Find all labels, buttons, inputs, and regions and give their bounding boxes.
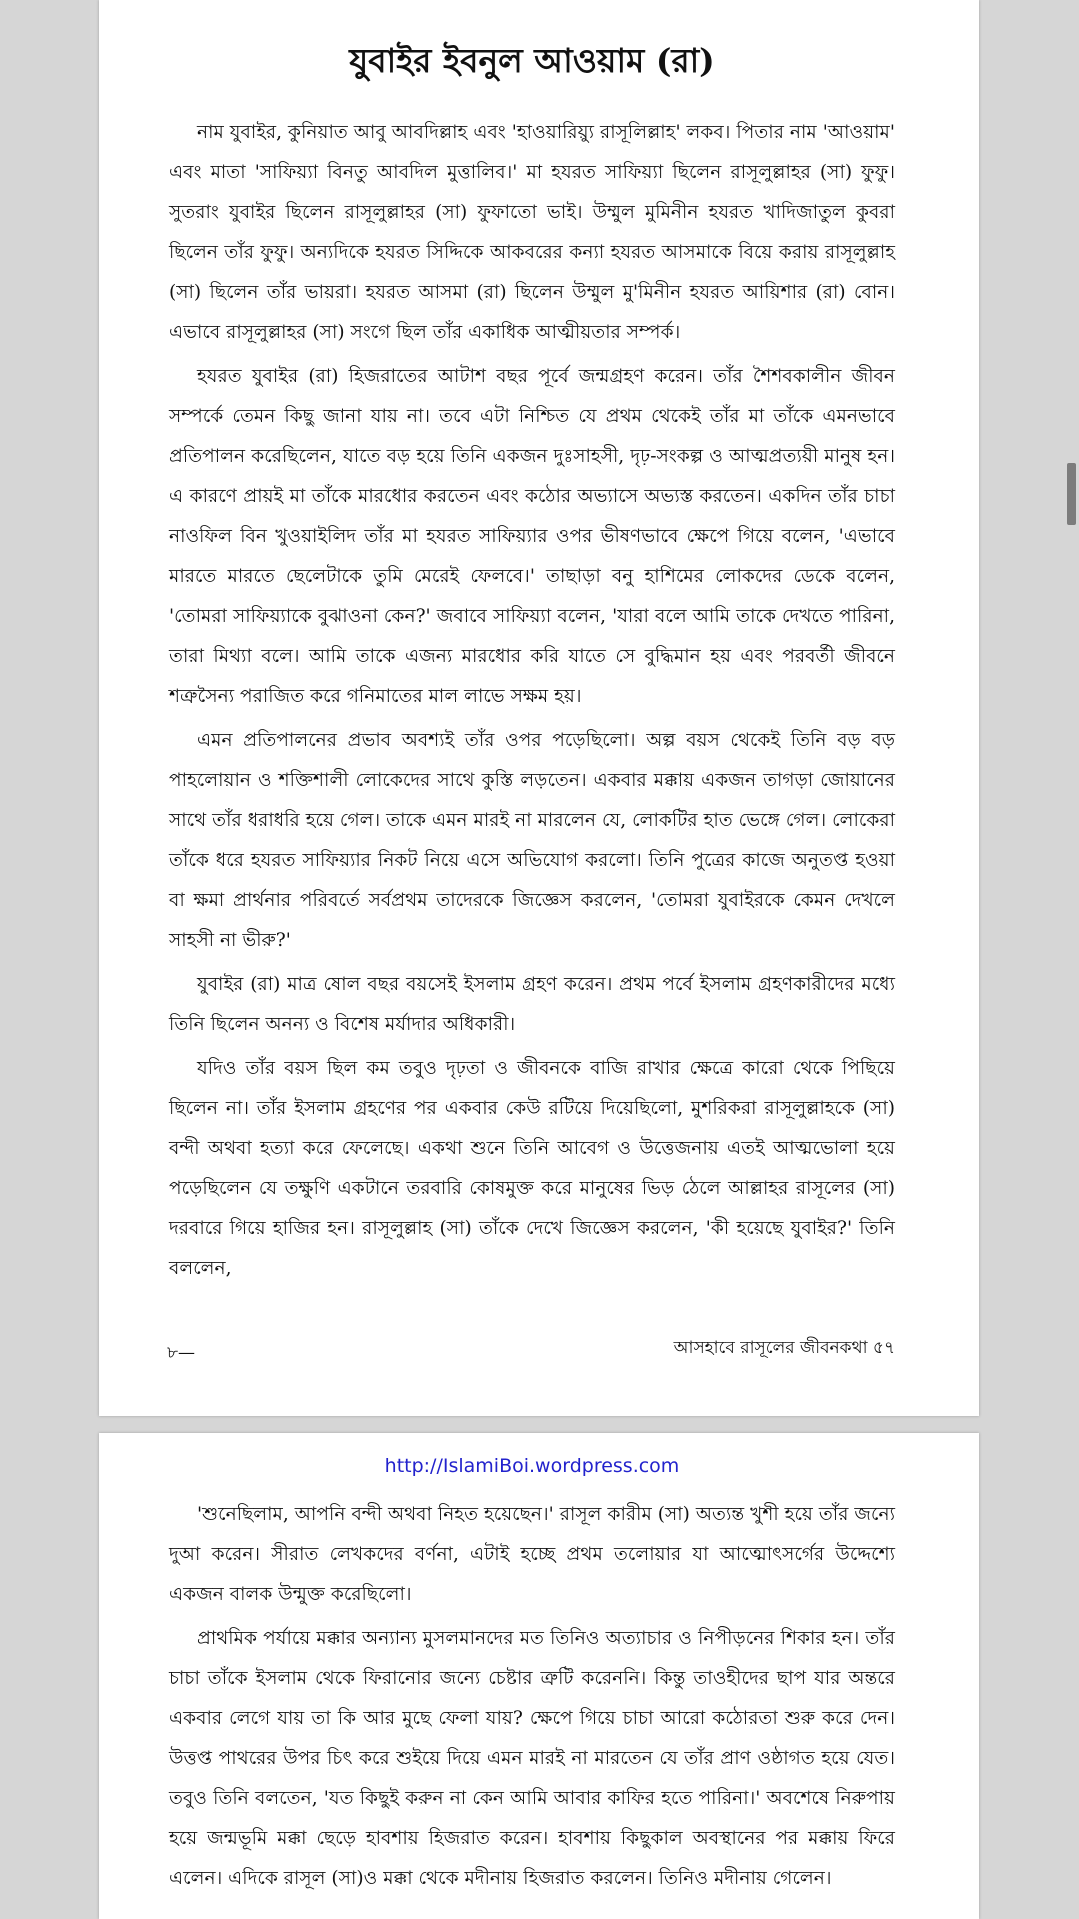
paragraph: এমন প্রতিপালনের প্রভাব অবশ্যই তাঁর ওপর পড়েছিলো। অল্প বয়স থেকেই তিনি বড় বড় পাহলোয়ান ও শক্তিশালী লোকেদের সাথে কুস্তি লড়তেন। একবার মক্কায় একজন তাগড়া জোয়ানের সাথে তাঁর ধরাধরি হয়ে গেল। তাকে এমন মারই না মারলেন যে, লোকটির হাত ভেঙ্গে গেল। লোকেরা তাঁকে ধরে হযরত সাফিয়্যার নিকট নিয়ে এসে অভিযোগ করলো। তিনি পুত্রের কাজে অনুতপ্ত হওয়া বা ক্ষমা প্রার্থনার পরিবর্তে সর্বপ্রথম তাদেরকে জিজ্ঞেস করলেন, 'তোমরা যুবাইরকে কেমন দেখলে সাহসী না ভীরু?'	[169, 729, 895, 951]
paragraph: নাম যুবাইর, কুনিয়াত আবু আবদিল্লাহ এবং 'হাওয়ারিয়্যু রাসূলিল্লাহ' লকব। পিতার নাম 'আওয়াম' এবং মাতা 'সাফিয়্যা বিনতু আবদিল মুত্তালিব।' মা হযরত সাফিয়্যা ছিলেন রাসূলুল্লাহর (সা) ফুফু। সুতরাং যুবাইর ছিলেন রাসূলুল্লাহর (সা) ফুফাতো ভাই। উম্মুল মুমিনীন হযরত খাদিজাতুল কুবরা ছিলেন তাঁর ফুফু। অন্যদিকে হযরত সিদ্দিকে আকবরের কন্যা হযরত আসমাকে বিয়ে করায় রাসূলুল্লাহ (সা) ছিলেন তাঁর ভায়রা। হযরত আসমা (রা) ছিলেন উম্মুল মু'মিনীন হযরত আয়িশার (রা) বোন। এভাবে রাসূলুল্লাহর (সা) সংগে ছিল তাঁর একাধিক আত্মীয়তার সম্পর্ক।	[169, 121, 895, 343]
document-page-1	[99, 0, 979, 1416]
paragraph: 'শুনেছিলাম, আপনি বন্দী অথবা নিহত হয়েছেন।' রাসূল কারীম (সা) অত্যন্ত খুশী হয়ে তাঁর জন্যে দুআ করেন। সীরাত লেখকদের বর্ণনা, এটাই হচ্ছে প্রথম তলোয়ার যা আত্মোৎসর্গের উদ্দেশ্যে একজন বালক উন্মুক্ত করেছিলো।	[169, 1504, 895, 1605]
document-page-2	[99, 1433, 979, 1919]
paragraph: যদিও তাঁর বয়স ছিল কম তবুও দৃঢ়তা ও জীবনকে বাজি রাখার ক্ষেত্রে কারো থেকে পিছিয়ে ছিলেন না। তাঁর ইসলাম গ্রহণের পর একবার কেউ রটিয়ে দিয়েছিলো, মুশরিকরা রাসূলুল্লাহকে (সা) বন্দী অথবা হত্যা করে ফেলেছে। একথা শুনে তিনি আবেগ ও উত্তেজনায় এতই আত্মভোলা হয়ে পড়েছিলেন যে তক্ষুণি একটানে তরবারি কোষমুক্ত করে মানুষের ভিড় ঠেলে আল্লাহর রাসূলের (সা) দরবারে গিয়ে হাজির হন। রাসূলুল্লাহ (সা) তাঁকে দেখে জিজ্ঞেস করলেন, 'কী হয়েছে যুবাইর?' তিনি বললেন,	[169, 1057, 895, 1279]
chapter-title: যুবাইর ইবনুল আওয়াম (রা)	[349, 41, 715, 80]
page-footer: আসহাবে রাসূলের জীবনকথা ৫৭	[673, 1337, 895, 1358]
paragraph: যুবাইর (রা) মাত্র ষোল বছর বয়সেই ইসলাম গ্রহণ করেন। প্রথম পর্বে ইসলাম গ্রহণকারীদের মধ্যে তিনি ছিলেন অনন্য ও বিশেষ মর্যাদার অধিকারী।	[169, 973, 895, 1035]
paragraph: হযরত যুবাইর (রা) হিজরাতের আটাশ বছর পূর্বে জন্মগ্রহণ করেন। তাঁর শৈশবকালীন জীবন সম্পর্কে তেমন কিছু জানা যায় না। তবে এটা নিশ্চিত যে প্রথম থেকেই তাঁর মা তাঁকে এমনভাবে প্রতিপালন করেছিলেন, যাতে বড় হয়ে তিনি একজন দুঃসাহসী, দৃঢ়-সংকল্প ও আত্মপ্রত্যয়ী মানুষ হন। এ কারণে প্রায়ই মা তাঁকে মারধোর করতেন এবং কঠোর অভ্যাসে অভ্যস্ত করতেন। একদিন তাঁর চাচা নাওফিল বিন খুওয়াইলিদ তাঁর মা হযরত সাফিয়্যার ওপর ভীষণভাবে ক্ষেপে গিয়ে বলেন, 'এভাবে মারতে মারতে ছেলেটাকে তুমি মেরেই ফেলবে।' তাছাড়া বনু হাশিমের লোকদের ডেকে বলেন, 'তোমরা সাফিয়্যাকে বুঝাওনা কেন?' জবাবে সাফিয়্যা বলেন, 'যারা বলে আমি তাকে দেখতে পারিনা, তারা মিথ্যা বলে। আমি তাকে এজন্য মারধোর করি যাতে সে বুদ্ধিমান হয় এবং পরবর্তী জীবনে শত্রুসৈন্য পরাজিত করে গনিমাতের মাল লাভে সক্ষম হয়।	[169, 365, 895, 707]
scrollbar-thumb[interactable]	[1067, 463, 1076, 525]
paragraph: প্রাথমিক পর্যায়ে মক্কার অন্যান্য মুসলমানদের মত তিনিও অত্যাচার ও নিপীড়নের শিকার হন। তাঁর চাচা তাঁকে ইসলাম থেকে ফিরানোর জন্যে চেষ্টার ত্রুটি করেননি। কিন্তু তাওহীদের ছাপ যার অন্তরে একবার লেগে যায় তা কি আর মুছে ফেলা যায়? ক্ষেপে গিয়ে চাচা আরো কঠোরতা শুরু করে দেন। উত্তপ্ত পাথরের উপর চিৎ করে শুইয়ে দিয়ে এমন মারই না মারতেন যে তাঁর প্রাণ ওষ্ঠাগত হয়ে যেত। তবুও তিনি বলতেন, 'যত কিছুই করুন না কেন আমি আবার কাফির হতে পারিনা।' অবশেষে নিরুপায় হয়ে জন্মভূমি মক্কা ছেড়ে হাবশায় হিজরাত করেন। হাবশায় কিছুকাল অবস্থানের পর মক্কায় ফিরে এলেন। এদিকে রাসূল (সা)ও মক্কা থেকে মদীনায় হিজরাত করলেন। তিনিও মদীনায় গেলেন।	[169, 1628, 895, 1889]
page-mark: ৮—	[167, 1343, 196, 1363]
website-link[interactable]: http://IslamiBoi.wordpress.com	[384, 1455, 680, 1477]
